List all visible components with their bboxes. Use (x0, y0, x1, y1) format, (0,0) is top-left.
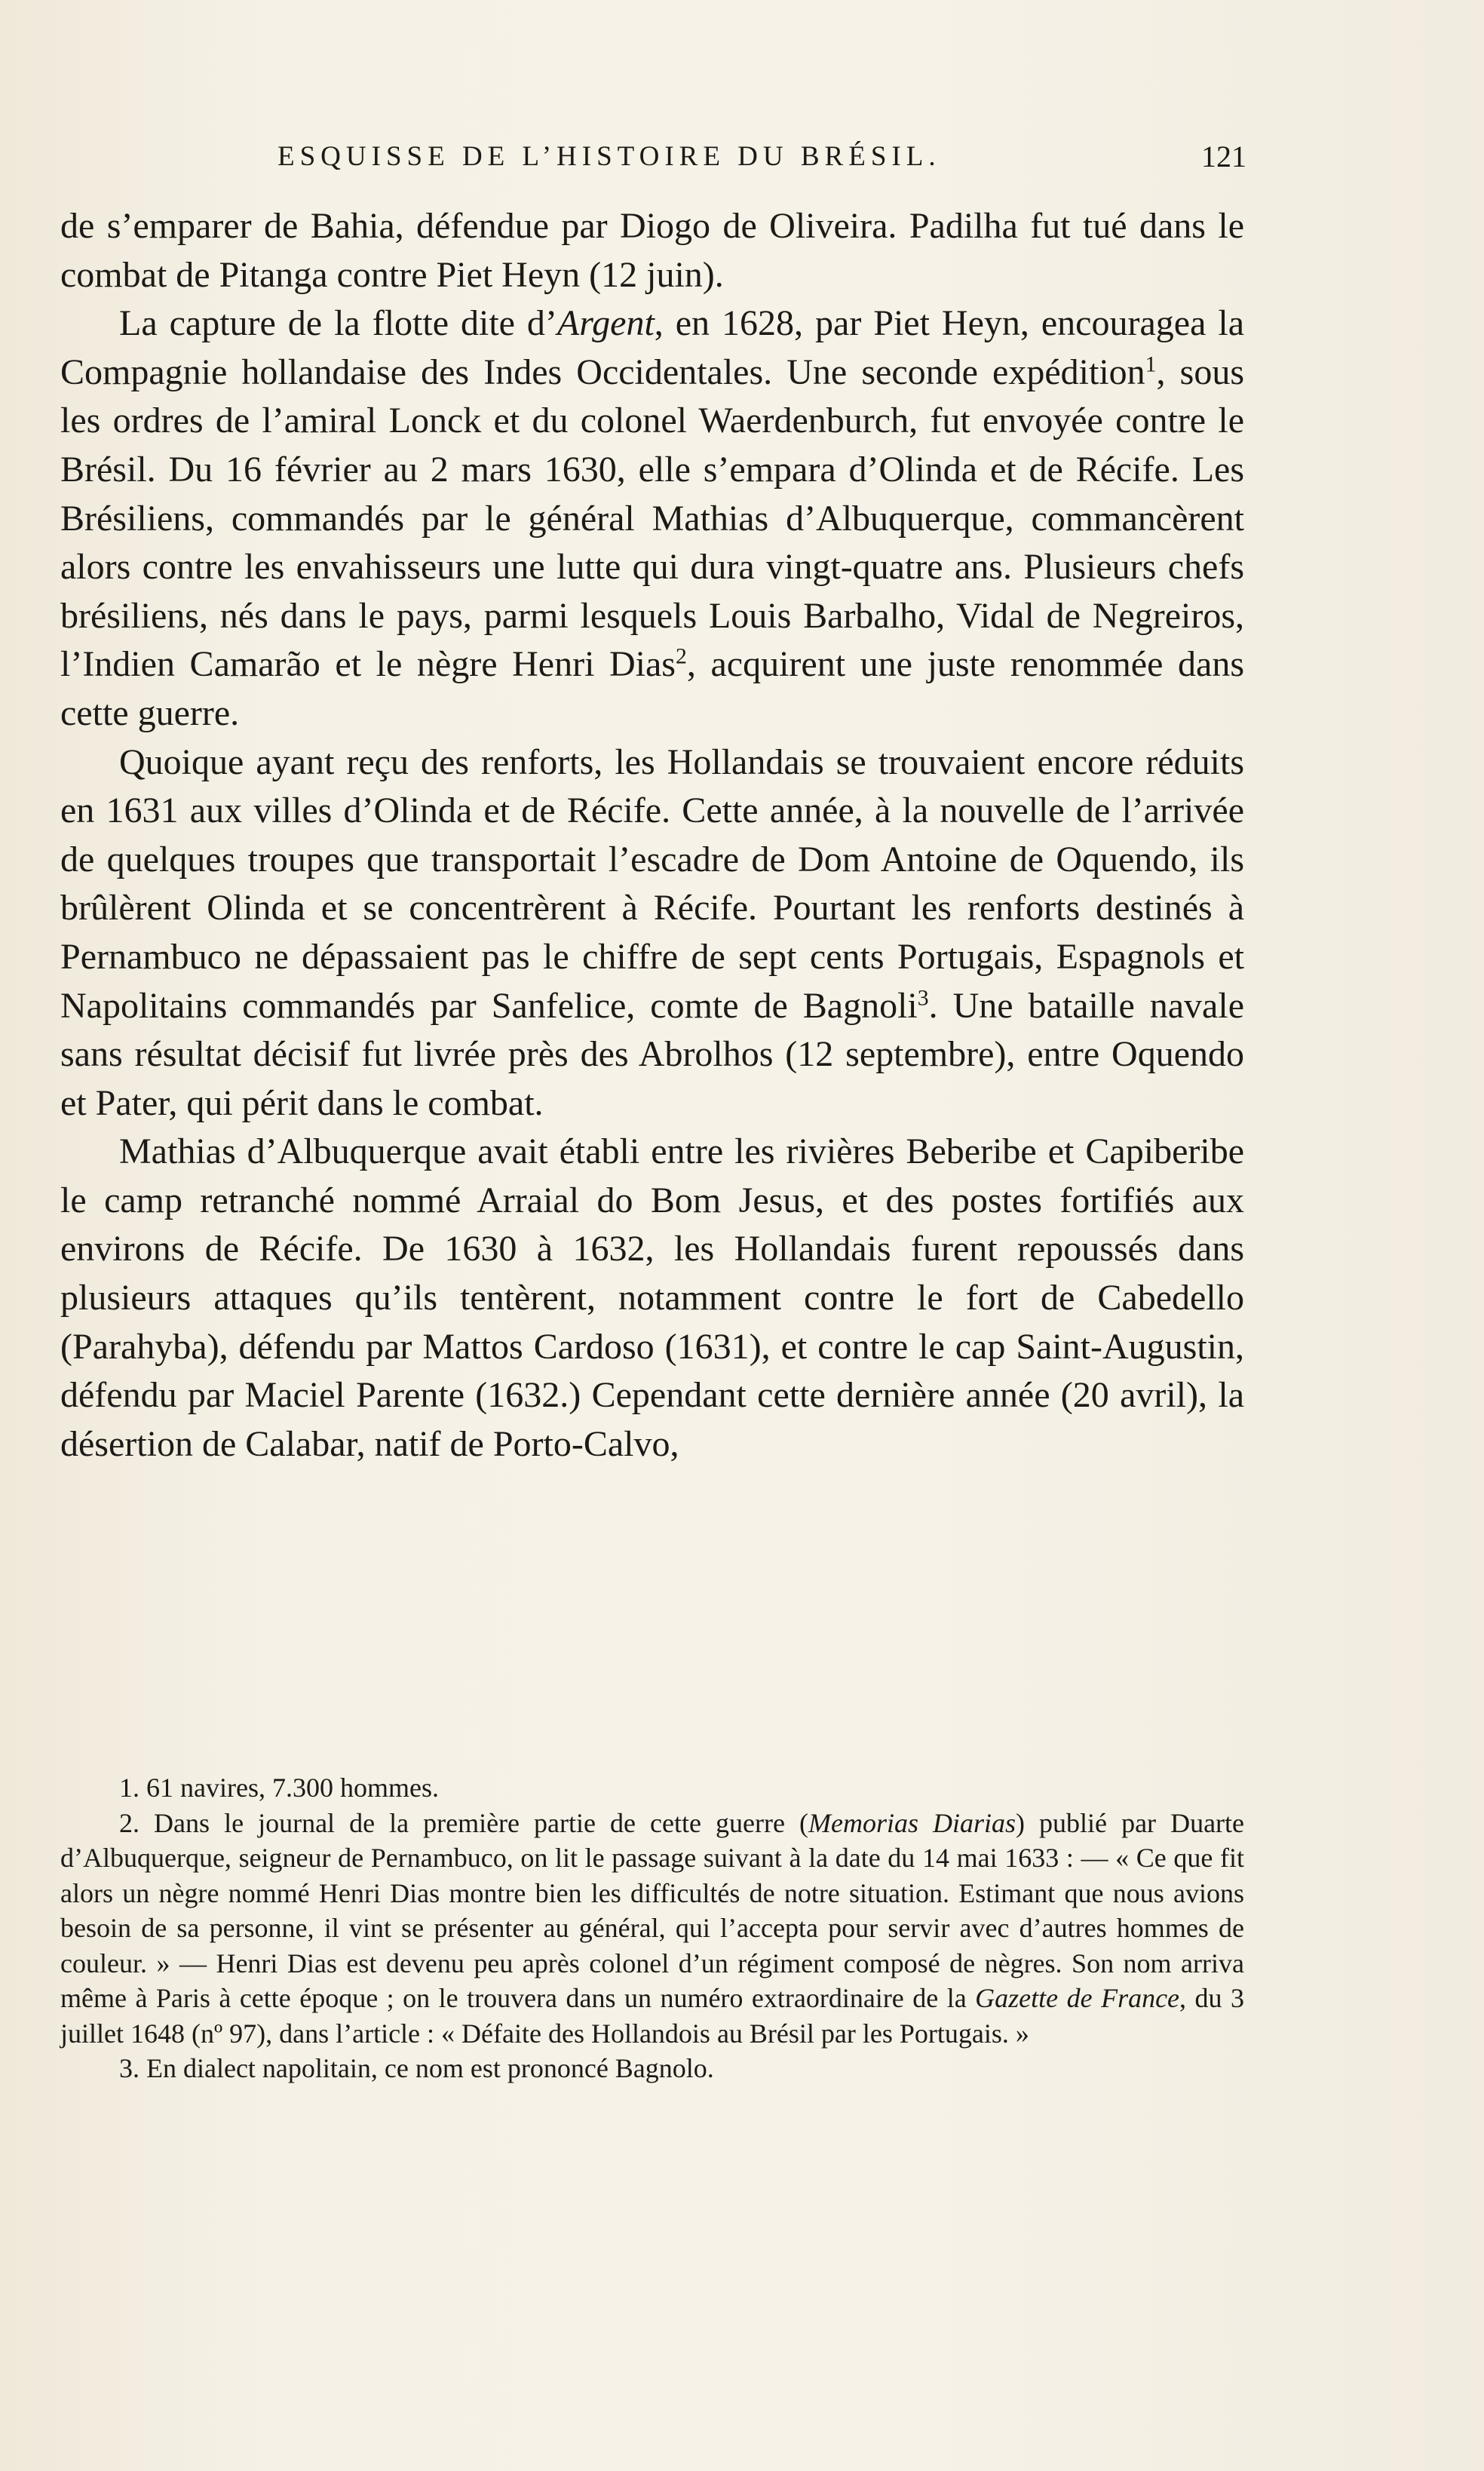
running-title: ESQUISSE DE L’HISTOIRE DU BRÉSIL. (277, 141, 941, 172)
footnote-1-text: 61 navires, 7.300 hommes. (146, 1773, 439, 1803)
footnote-2-mark: 2. (119, 1807, 140, 1838)
paragraph-3 (60, 738, 1244, 1128)
footnote-ref-3: 3 (917, 985, 929, 1011)
footnote-1-mark: 1. (119, 1773, 140, 1803)
paragraph-2-text-c: , sous les ordres de l’amiral Lonck et du colonel Waerdenburch, fut envoyée contre le Brésil. Du 16 février au 2 mars 1630, elle s’empara d’Olinda et de Récife. Les Brésiliens, commandés par le général Mathias d’Albuquerque, commancèrent alors contre les envahisseurs une lutte qui dura vingt-quatre ans. Plusieurs chefs brésiliens, nés dans le pays, parmi lesquels Louis Barbalho, Vidal de Negreiros, l’Indien Camarão et le nègre Henri Dias (60, 351, 1245, 685)
footnotes (60, 1770, 1244, 2086)
italic-memorias-diarias: Memorias Diarias (808, 1807, 1016, 1838)
footnote-2 (60, 1806, 1244, 2052)
footnote-3 (60, 2051, 1244, 2086)
paragraph-2 (60, 299, 1244, 738)
page-header (60, 134, 1244, 180)
footnote-ref-1: 1 (1145, 351, 1157, 377)
main-text (60, 202, 1244, 1469)
paragraph-4 (60, 1128, 1244, 1469)
paragraph-2-text-a: La capture de la flotte dite d’ (119, 303, 557, 344)
footnote-3-mark: 3. (119, 2053, 140, 2083)
paragraph-4-text: Mathias d’Albuquerque avait établi entre les rivières Beberibe et Capiberibe le camp retranché nommé Arraial do Bom Jesus, et des postes fortifiés aux environs de Récife. De 1630 à 1632, les Hollandais furent repoussés dans plusieurs attaques qu’ils tentèrent, notamment contre le fort de Cabedello (Parahyba), défendu par Mattos Cardoso (1631), et contre le cap Saint-Augustin, défendu par Maciel Parente (1632.) Cependant cette dernière année (20 avril), la désertion de Calabar, natif de Porto-Calvo, (60, 1131, 1244, 1464)
paragraph-3-text-a: Quoique ayant reçu des renforts, les Hollandais se trouvaient encore réduits en 1631 aux villes d’Olinda et de Récife. Cette année, à la nouvelle de l’arrivée de quelques troupes que transportait l’escadre de Dom Antoine de Oquendo, ils brûlèrent Olinda et se concentrèrent à Récife. Pourtant les renforts destinés à Pernambuco ne dépassaient pas le chiffre de sept cents Portugais, Espagnols et Napolitains commandés par Sanfelice, comte de Bagnoli (60, 741, 1244, 1026)
paragraph-1 (60, 202, 1244, 299)
italic-argent: Argent (556, 303, 655, 344)
footnote-2-text-c: , du 3 juillet 1648 (nº 97), dans l’article : « Défaite des Hollandois au Brésil par les Portugais. » (60, 1983, 1244, 2049)
paragraph-2-text-b: , en 1628, par Piet Heyn, encouragea la Compagnie hollandaise des Indes Occidentales. Une seconde expédition (60, 303, 1244, 392)
footnote-1 (60, 1770, 1244, 1806)
footnote-ref-2: 2 (676, 643, 687, 669)
paragraph-3-text-b: . Une bataille navale sans résultat décisif fut livrée près des Abrolhos (12 septembre), entre Oquendo et Pater, qui périt dans le combat. (60, 985, 1244, 1123)
italic-gazette-de-france: Gazette de France (975, 1983, 1180, 2013)
footnote-3-text: En dialect napolitain, ce nom est prononcé Bagnolo. (146, 2053, 714, 2083)
page-number: 121 (1201, 140, 1246, 173)
paragraph-1-text: de s’emparer de Bahia, défendue par Diogo de Oliveira. Padilha fut tué dans le combat de Pitanga contre Piet Heyn (12 juin). (60, 206, 1244, 295)
footnote-2-text-b: ) publié par Duarte d’Albuquerque, seigneur de Pernambuco, on lit le passage suivant à la date du 14 mai 1633 : — « Ce que fit alors un nègre nommé Henri Dias montre bien les difficultés de notre situation. Estimant que nous avions besoin de sa personne, il vint se présenter au général, qui l’accepta pour servir avec d’autres hommes de couleur. » — Henri Dias est devenu peu après colonel d’un régiment composé de nègres. Son nom arriva même à Paris à cette époque ; on le trouvera dans un numéro extraordinaire de la (60, 1807, 1245, 2013)
footnote-2-text-a: Dans le journal de la première partie de cette guerre ( (154, 1807, 808, 1838)
paragraph-2-text-d: , acquirent une juste renommée dans cette guerre. (60, 644, 1245, 733)
